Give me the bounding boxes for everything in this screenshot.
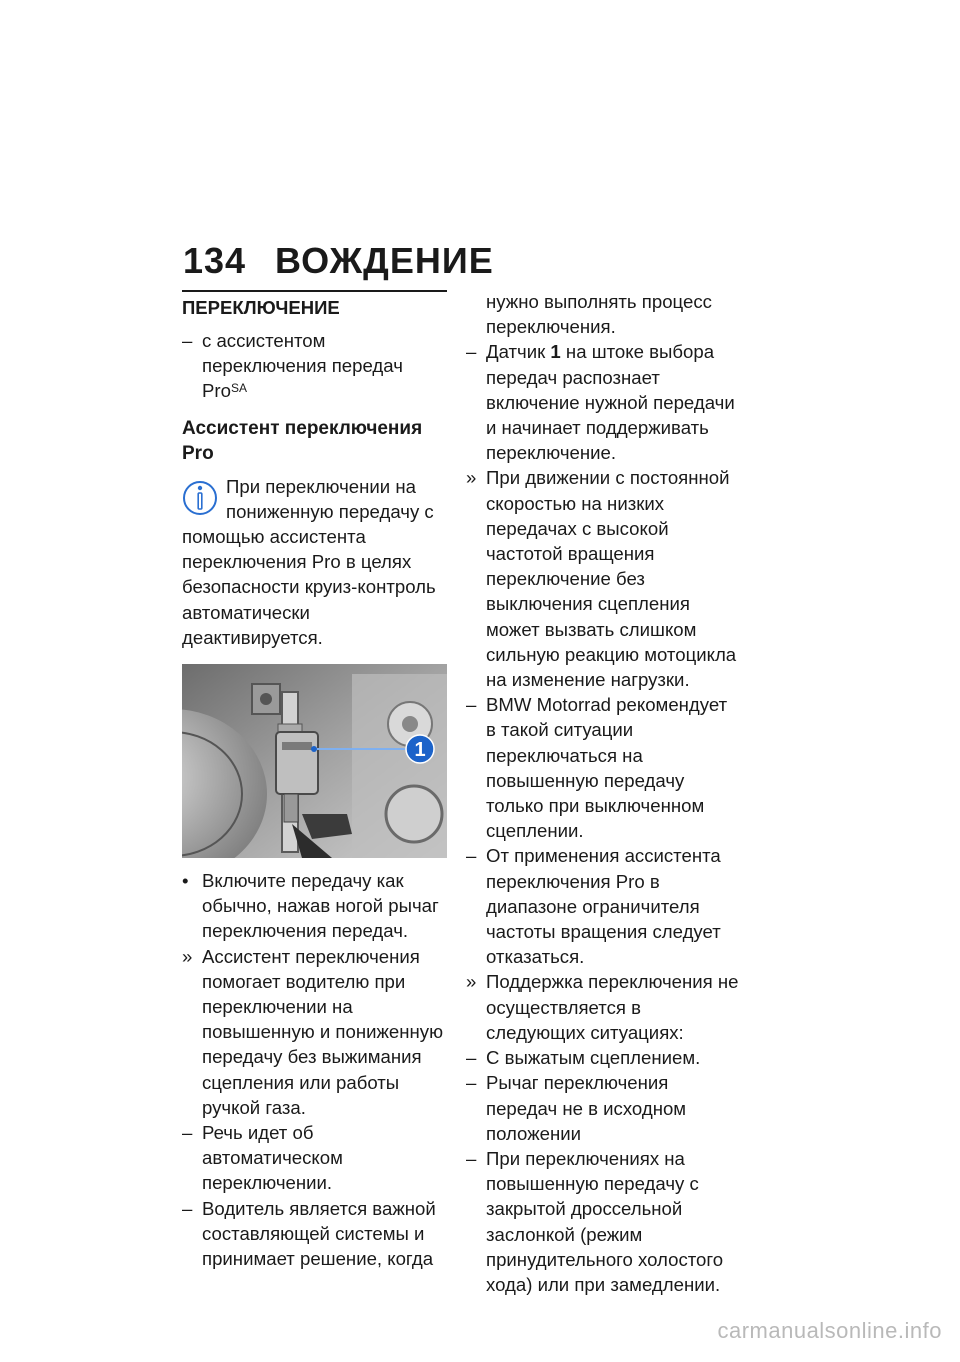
dash-marker: – (466, 341, 477, 363)
list-item-text: Ассистент переключения помогает водителю при переключении на повышенную и пониженную передачу без выжимания сцепления или работы ручкой газа. (202, 945, 444, 1118)
right-column (466, 289, 741, 1297)
dash-marker: – (182, 1197, 193, 1219)
sensor-reference-number: 1 (550, 341, 561, 363)
dash-marker: – (466, 1147, 477, 1169)
list-item (182, 1120, 447, 1196)
list-item (182, 868, 447, 944)
list-item-text: При движении с постоянной скоростью на низких передачах с высокой частотой вращения переключение без выключения сцепления может вызвать слишком сильную реакцию мотоцикла на изменение нагрузки. (486, 467, 737, 691)
list-item-text: С выжатым сцеплением. (486, 1047, 701, 1069)
dash-marker: – (466, 694, 477, 716)
intro-text: с ассистентом переключения передач Pro (202, 330, 403, 402)
sensor-text-end: на штоке выбора передач распознает включение нужной передачи и начинает поддерживать переключение. (486, 341, 735, 464)
page-header (183, 240, 494, 282)
list-item (466, 692, 741, 843)
list-item-text: Водитель является важной составляющей системы и принимает решение, когда (202, 1197, 436, 1270)
dash-marker: – (182, 330, 193, 351)
list-item-text: Поддержка переключения не осуществляется в следующих ситуациях: (486, 971, 739, 1043)
list-item-text: Рычаг переключения передач не в исходном положении (486, 1072, 687, 1144)
dash-marker: – (466, 1047, 477, 1069)
list-item-text: BMW Motorrad рекомендует в такой ситуации переключаться на повышенную передачу только при выключенном сцеплении. (486, 694, 728, 842)
list-item (466, 339, 741, 465)
list-item-text: нужно выполнять процесс переключения. (486, 291, 712, 338)
page-number: 134 (183, 240, 247, 281)
chapter-title: ВОЖДЕНИЕ (275, 240, 494, 281)
list-item (466, 1045, 741, 1070)
result-marker: » (466, 971, 477, 993)
sa-superscript: SA (230, 381, 247, 396)
list-item (182, 944, 447, 1120)
gear-sensor-photo (182, 664, 447, 858)
list-item (182, 1196, 447, 1272)
intro-item (182, 328, 447, 404)
subsection-title: Ассистент переключения Pro (182, 417, 423, 464)
list-item-text: От применения ассистента переключения Pro в диапазоне ограничителя частоты вращения следует отказаться. (486, 845, 721, 968)
continuation-text (466, 289, 741, 339)
info-icon (182, 476, 218, 520)
list-item (466, 465, 741, 692)
photo-callout-1: 1 (414, 739, 426, 762)
list-item-text: При переключениях на повышенную передачу с закрытой дроссельной заслонкой (режим принудительного холостого хода) или при замедлении. (486, 1147, 724, 1295)
note-text: При переключении на пониженную передачу с помощью ассистента переключения Pro в целях безопасности круиз-контроль автоматически деактивируется. (182, 475, 436, 648)
sensor-text-start: Датчик (486, 341, 551, 363)
list-item (466, 1070, 741, 1146)
section-title: ПЕРЕКЛЮЧЕНИЕ (182, 290, 447, 320)
list-item-text: Включите передачу как обычно, нажав ногой рычаг переключения передач. (202, 870, 439, 942)
bullet-marker: • (182, 870, 189, 892)
list-item-text: Речь идет об автоматическом переключении. (202, 1122, 343, 1194)
dash-marker: – (466, 1072, 477, 1094)
list-item (466, 1146, 741, 1297)
result-marker: » (466, 467, 477, 489)
engine-illustration (182, 664, 447, 858)
watermark: carmanualsonline.info (717, 1318, 942, 1343)
result-marker: » (182, 945, 193, 967)
list-item (466, 843, 741, 969)
dash-marker: – (466, 845, 477, 867)
left-column (182, 290, 447, 1271)
list-item (466, 969, 741, 1045)
info-note (182, 474, 447, 650)
dash-marker: – (182, 1122, 193, 1144)
